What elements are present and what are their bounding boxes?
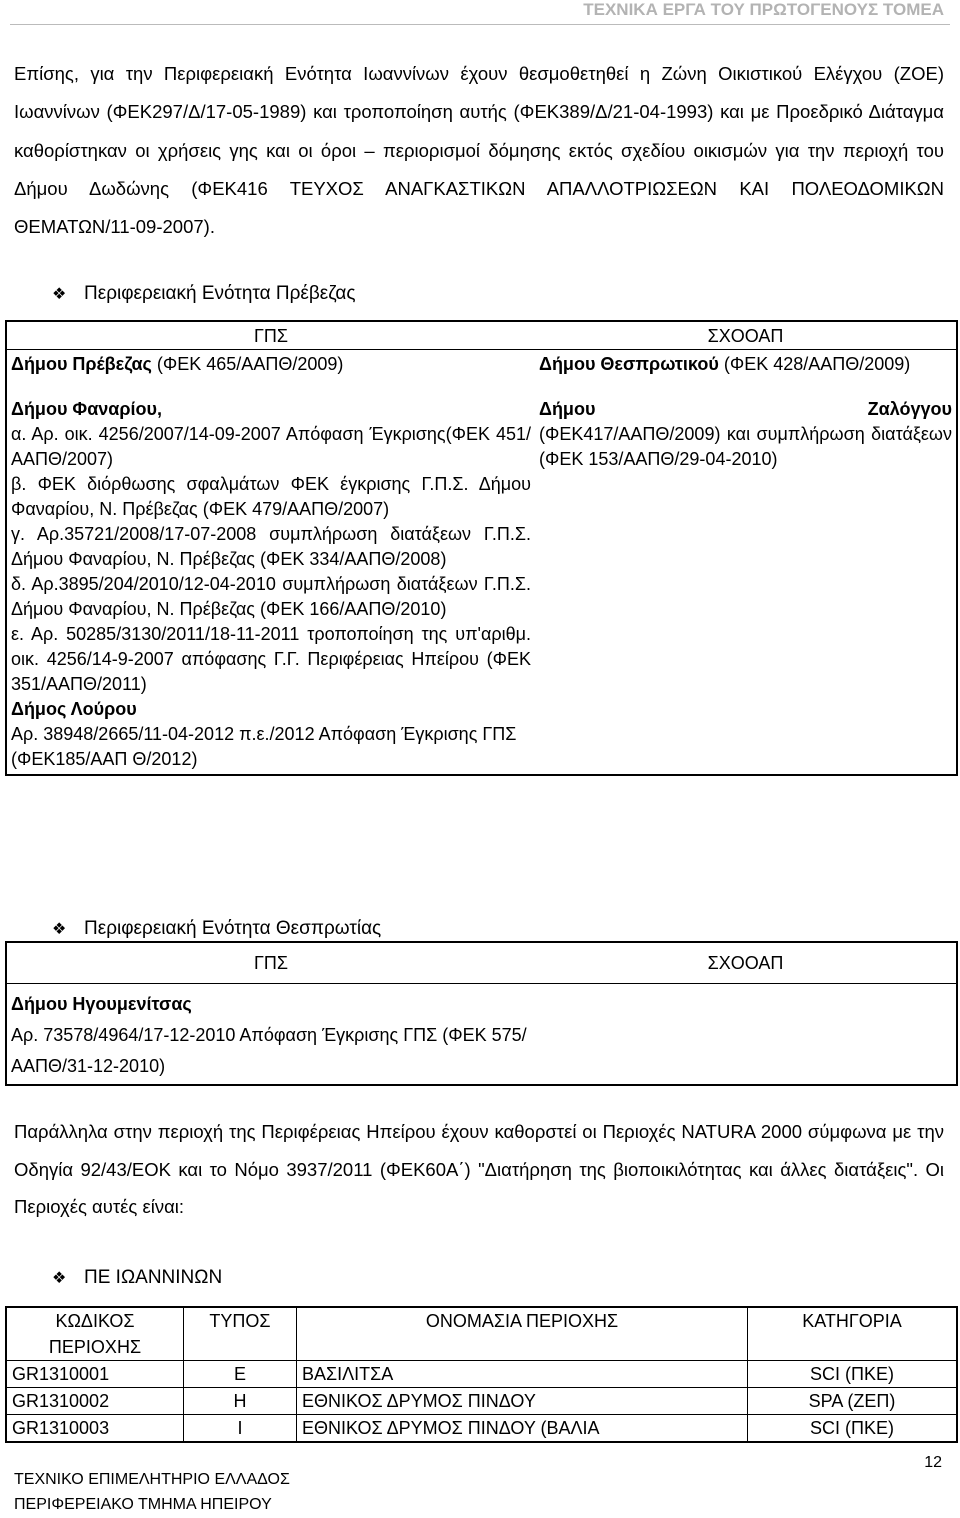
site-code: GR1310003 <box>6 1415 184 1443</box>
column-header-gps: ΓΠΣ <box>6 942 535 984</box>
column-header: ΟΝΟΜΑΣΙΑ ΠΕΡΙΟΧΗΣ <box>297 1307 748 1361</box>
table-row <box>6 1361 957 1388</box>
table-header-row <box>6 942 957 984</box>
zalongo-text: (ΦΕΚ417/ΑΑΠΘ/2009) και συμπλήρωση διατάξεων (ΦΕΚ 153/ΑΑΠΘ/29-04-2010) <box>539 424 952 469</box>
fanari-item: ε. Αρ. 50285/3130/2011/18-11-2011 τροποποίηση της υπ'αριθμ. οικ. 4256/14-9-2007 απόφασης Γ.Γ. Περιφέρειας Ηπείρου (ΦΕΚ 351/ΑΑΠΘ/2011) <box>11 624 531 694</box>
site-category: SCI (ΠΚΕ) <box>748 1361 958 1388</box>
diamond-bullet-icon: ❖ <box>52 921 67 938</box>
louros-text: Αρ. 38948/2665/11-04-2012 π.ε./2012 Απόφαση Έγκρισης ΓΠΣ (ΦΕΚ185/ΑΑΠ Θ/2012) <box>11 724 517 769</box>
zalongo-title <box>539 397 952 422</box>
site-name: ΒΑΣΙΛΙΤΣΑ <box>297 1361 748 1388</box>
column-header: ΚΩΔΙΚΟΣ ΠΕΡΙΟΧΗΣ <box>6 1307 184 1361</box>
fanari-item: δ. Αρ.3895/204/2010/12-04-2010 συμπλήρωση διατάξεων Γ.Π.Σ. Δήμου Φαναρίου, Ν. Πρέβεζας (ΦΕΚ 166/ΑΑΠΘ/2010) <box>11 574 531 619</box>
header-rule <box>10 24 950 25</box>
intro-paragraph: Επίσης, για την Περιφερειακή Ενότητα Ιωαννίνων έχουν θεσμοθετηθεί η Ζώνη Οικιστικού Ελέγχου (ΖΟΕ) Ιωαννίνων (ΦΕΚ297/Δ/17-05-1989) και τροποποίηση αυτής (ΦΕΚ389/Δ/21-04-1993) και με Προεδρικό Διάταγμα καθορίστηκαν οι χρήσεις γης και οι όροι – περιορισμοί δόμησης εκτός σχεδίου οικισμών για την περιοχή του Δήμου Δωδώνης (ΦΕΚ416 ΤΕΥΧΟΣ ΑΝΑΓΚΑΣΤΙΚΩΝ ΑΠΑΛΛΟΤΡΙΩΣΕΩΝ ΚΑΙ ΠΟΛΕΟΔΟΜΙΚΩΝ ΘΕΜΑΤΩΝ/11-09-2007). <box>14 63 944 238</box>
site-type: E <box>184 1361 297 1388</box>
section-heading-ioannina <box>52 1267 222 1289</box>
column-header: ΤΥΠΟΣ <box>184 1307 297 1361</box>
site-type: I <box>184 1415 297 1443</box>
column-header-gps: ΓΠΣ <box>6 321 535 350</box>
thesprotiko-sxooap-cell <box>535 350 957 378</box>
natura-paragraph: Παράλληλα στην περιοχή της Περιφέρειας Ηπείρου έχουν καθορστεί οι Περιοχές NATURA 2000 σύμφωνα με την Οδηγία 92/43/ΕΟΚ και το Νόμο 3937/2011 (ΦΕΚ60Α΄) "Διατήρηση της βιοποικιλότητας και άλλες διατάξεις". Οι Περιοχές αυτές είναι: <box>14 1121 944 1217</box>
table-row <box>6 350 957 378</box>
zalongo-cell <box>535 377 957 775</box>
table-header-row <box>6 1307 957 1361</box>
section-heading-text: Περιφερειακή Ενότητα Πρέβεζας <box>84 283 356 304</box>
diamond-bullet-icon: ❖ <box>52 1270 67 1287</box>
footer-line: ΤΕΧΝΙΚΟ ΕΠΙΜΕΛΗΤΗΡΙΟ ΕΛΛΑΔΟΣ <box>14 1471 290 1488</box>
municipality-name: Δήμου Θεσπρωτικού <box>539 354 719 374</box>
site-category: SCI (ΠΚΕ) <box>748 1415 958 1443</box>
preveza-plans-table <box>5 320 958 776</box>
igoumenitsa-cell <box>6 984 535 1086</box>
section-heading-text: ΠΕ ΙΩΑΝΝΙΝΩΝ <box>84 1267 223 1288</box>
running-header: ΤΕΧΝΙΚΑ ΕΡΓΑ ΤΟΥ ΠΡΩΤΟΓΕΝΟΥΣ ΤΟΜΕΑ <box>583 0 944 19</box>
table-row <box>6 1415 957 1443</box>
site-name: ΕΘΝΙΚΟΣ ΔΡΥΜΟΣ ΠΙΝΔΟΥ (ΒΑΛΙΑ <box>297 1415 748 1443</box>
municipality-name: Δήμου Πρέβεζας <box>11 354 152 374</box>
table-row <box>6 377 957 775</box>
table-row <box>6 984 957 1086</box>
fanari-item: α. Αρ. οικ. 4256/2007/14-09-2007 Απόφαση Έγκρισης(ΦΕΚ 451/ΑΑΠΘ/2007) <box>11 424 531 469</box>
site-type: H <box>184 1388 297 1415</box>
section-heading-preveza <box>52 283 356 305</box>
column-header-sxooap: ΣΧΟΟΑΠ <box>535 321 957 350</box>
table-row <box>6 1388 957 1415</box>
site-code: GR1310001 <box>6 1361 184 1388</box>
section-heading-thesprotia <box>52 918 381 940</box>
page-number: 12 <box>924 1454 942 1471</box>
zalongo-title-a: Δήμου <box>539 399 596 419</box>
site-category: SPA (ΖΕΠ) <box>748 1388 958 1415</box>
zalongo-title-b: Ζαλόγγου <box>867 399 952 419</box>
footer-line: ΠΕΡΙΦΕΡΕΙΑΚΟ ΤΜΗΜΑ ΗΠΕΙΡΟΥ <box>14 1496 272 1513</box>
natura-sites-table <box>5 1306 958 1443</box>
table-header-row <box>6 321 957 350</box>
fanari-title: Δήμου Φαναρίου, <box>11 399 162 419</box>
site-name: ΕΘΝΙΚΟΣ ΔΡΥΜΟΣ ΠΙΝΔΟΥ <box>297 1388 748 1415</box>
column-header: ΚΑΤΗΓΟΡΙΑ <box>748 1307 958 1361</box>
igoumenitsa-title: Δήμου Ηγουμενίτσας <box>11 994 192 1014</box>
footer <box>14 1467 290 1517</box>
gazette-ref: (ΦΕΚ 428/ΑΑΠΘ/2009) <box>718 354 911 374</box>
diamond-bullet-icon: ❖ <box>52 286 67 303</box>
igoumenitsa-text: Αρ. 73578/4964/17-12-2010 Απόφαση Έγκρισης ΓΠΣ (ΦΕΚ 575/ΑΑΠΘ/31-12-2010) <box>11 1025 527 1076</box>
fanari-louros-cell <box>6 377 535 775</box>
gazette-ref: (ΦΕΚ 465/ΑΑΠΘ/2009) <box>151 354 344 374</box>
site-code: GR1310002 <box>6 1388 184 1415</box>
empty-cell <box>535 984 957 1086</box>
fanari-item: γ. Αρ.35721/2008/17-07-2008 συμπλήρωση διατάξεων Γ.Π.Σ. Δήμου Φαναρίου, Ν. Πρέβεζας (ΦΕΚ 334/ΑΑΠΘ/2008) <box>11 524 531 569</box>
section-heading-text: Περιφερειακή Ενότητα Θεσπρωτίας <box>84 918 382 939</box>
fanari-item: β. ΦΕΚ διόρθωσης σφαλμάτων ΦΕΚ έγκρισης Γ.Π.Σ. Δήμου Φαναρίου, Ν. Πρέβεζας (ΦΕΚ 479/ΑΑΠΘ/2007) <box>11 474 531 519</box>
louros-title: Δήμος Λούρου <box>11 699 137 719</box>
column-header-sxooap: ΣΧΟΟΑΠ <box>535 942 957 984</box>
preveza-gps-cell <box>6 350 535 378</box>
thesprotia-plans-table <box>5 941 958 1086</box>
